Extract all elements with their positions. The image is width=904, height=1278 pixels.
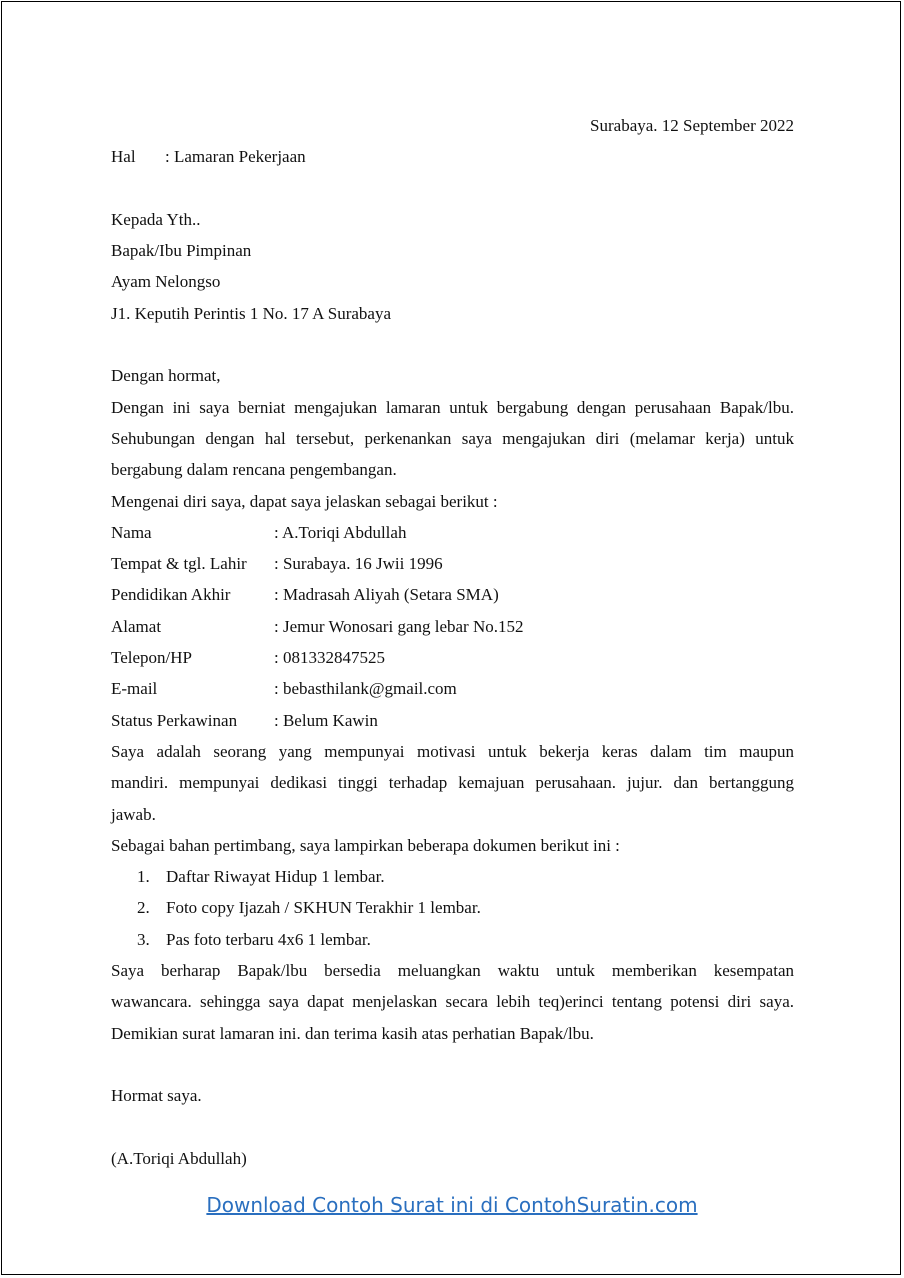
field-value: : Jemur Wonosari gang lebar No.152: [274, 616, 524, 636]
field-value: : bebasthilank@gmail.com: [274, 679, 457, 699]
field-name: [111, 517, 794, 548]
list-number: 2.: [137, 898, 150, 918]
subject-value: : Lamaran Pekerjaan: [165, 147, 306, 167]
download-link[interactable]: Download Contoh Surat ini di ContohSuratin.com: [206, 1193, 698, 1217]
field-phone: [111, 642, 794, 673]
closing-line: wawancara. sehingga saya dapat menjelaskan secara lebih teq)erinci tentang potensi diri saya.: [111, 992, 794, 1012]
field-value: : Belum Kawin: [274, 710, 378, 730]
field-label: Status Perkawinan: [111, 710, 238, 730]
sign-off: Hormat saya.: [111, 1086, 202, 1106]
motivation-line: mandiri. mempunyai dedikasi tinggi terhadap kemajuan perusahaan. jujur. dan bertanggung: [111, 773, 794, 793]
field-birth: [111, 548, 794, 579]
attachments-intro: Sebagai bahan pertimbang, saya lampirkan beberapa dokumen berikut ini :: [111, 835, 620, 855]
spacer: [111, 1112, 794, 1143]
letter-body: [111, 110, 794, 1174]
field-label: Pendidikan Akhir: [111, 585, 231, 605]
field-address: [111, 611, 794, 642]
spacer: [111, 329, 794, 360]
recipient-line: Ayam Nelongso: [111, 272, 221, 292]
about-intro: Mengenai diri saya, dapat saya jelaskan sebagai berikut :: [111, 491, 498, 511]
subject-label: Hal: [111, 147, 136, 167]
field-label: Alamat: [111, 616, 162, 636]
field-value: : Madrasah Aliyah (Setara SMA): [274, 585, 499, 605]
intro-line: Sehubungan dengan hal tersebut, perkenankan saya mengajukan diri (melamar kerja) untuk: [111, 428, 794, 448]
list-text: Pas foto terbaru 4x6 1 lembar.: [166, 929, 371, 949]
list-text: Foto copy Ijazah / SKHUN Terakhir 1 lembar.: [166, 898, 481, 918]
place-date: Surabaya. 12 September 2022: [590, 116, 794, 135]
spacer: [111, 1049, 794, 1080]
list-text: Daftar Riwayat Hidup 1 lembar.: [166, 867, 385, 887]
list-item: [111, 861, 794, 892]
greeting: Dengan hormat,: [111, 366, 221, 386]
field-value: : Surabaya. 16 Jwii 1996: [274, 554, 443, 574]
closing-line: Saya berharap Bapak/lbu bersedia meluangkan waktu untuk memberikan kesempatan: [111, 961, 794, 981]
list-number: 1.: [137, 867, 150, 887]
field-label: Nama: [111, 522, 152, 542]
motivation-line: jawab.: [111, 804, 156, 824]
intro-line: bergabung dalam rencana pengembangan.: [111, 460, 397, 480]
field-label: Tempat & tgl. Lahir: [111, 554, 247, 574]
signature-name: (A.Toriqi Abdullah): [111, 1148, 247, 1168]
intro-line: Dengan ini saya berniat mengajukan lamaran untuk bergabung dengan perusahaan Bapak/lbu.: [111, 397, 794, 417]
recipient-address: J1. Keputih Perintis 1 No. 17 A Surabaya: [111, 303, 392, 323]
field-label: E-mail: [111, 679, 158, 699]
motivation-line: Saya adalah seorang yang mempunyai motivasi untuk bekerja keras dalam tim maupun: [111, 741, 794, 761]
recipient-line: Kepada Yth..: [111, 209, 201, 229]
subject-line: [111, 141, 794, 172]
recipient-line: Bapak/Ibu Pimpinan: [111, 241, 252, 261]
list-item: [111, 892, 794, 923]
field-label: Telepon/HP: [111, 648, 192, 668]
spacer: [111, 173, 794, 204]
field-email: [111, 673, 794, 704]
list-number: 3.: [137, 929, 150, 949]
field-value: : A.Toriqi Abdullah: [274, 522, 407, 542]
field-marital-status: [111, 705, 794, 736]
closing-line: Demikian surat lamaran ini. dan terima kasih atas perhatian Bapak/lbu.: [111, 1023, 594, 1043]
list-item: [111, 924, 794, 955]
field-education: [111, 579, 794, 610]
field-value: : 081332847525: [274, 648, 385, 668]
